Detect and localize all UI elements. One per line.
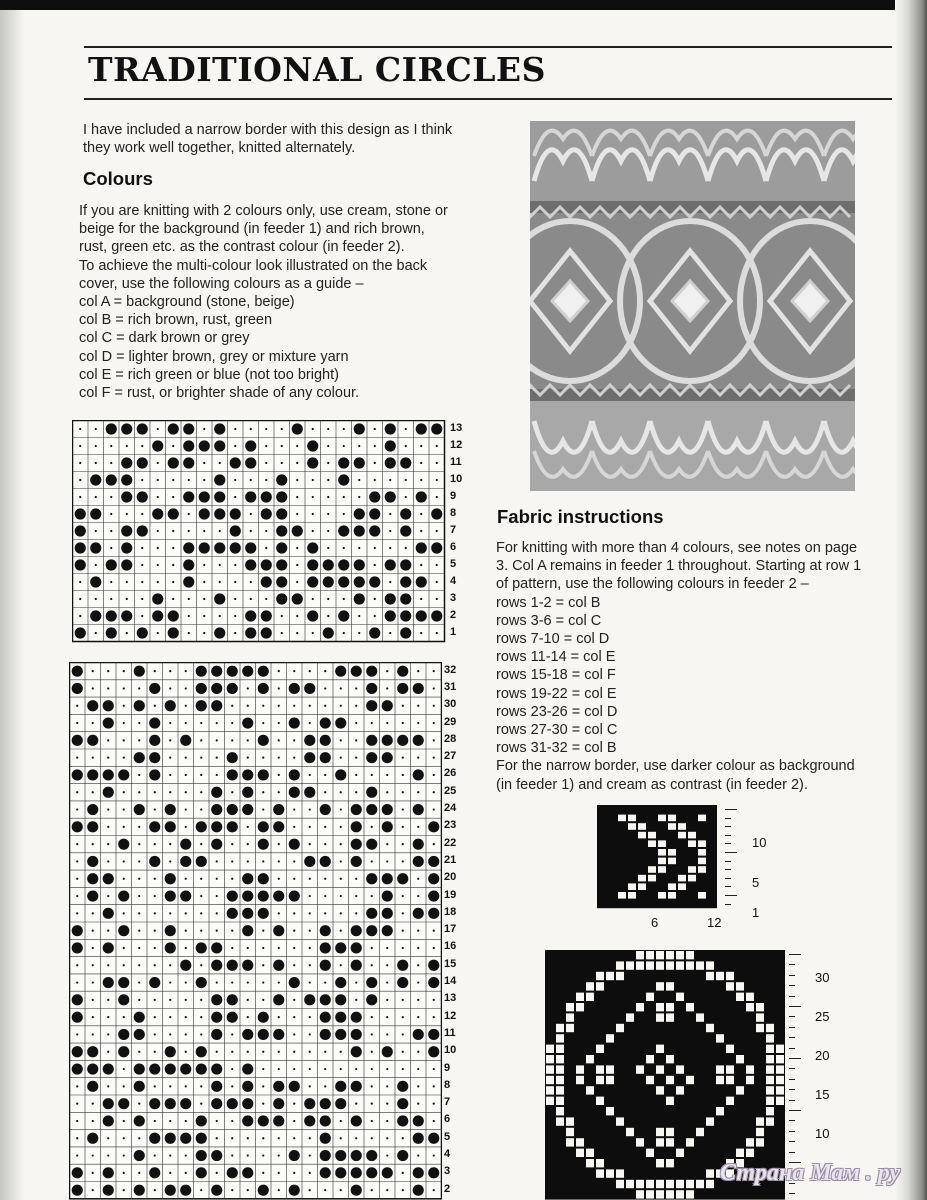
row-number: 17 (444, 923, 457, 936)
row-number: 16 (444, 940, 457, 953)
row-number: 6 (444, 1113, 451, 1126)
row-number: 19 (444, 888, 457, 901)
row-number: 11 (444, 1026, 456, 1039)
row-number: 3 (444, 1165, 451, 1178)
row-number: 3 (450, 591, 457, 604)
row-number: 27 (444, 750, 457, 763)
row-number: 9 (450, 489, 457, 502)
colours-text-line: col A = background (stone, beige) (79, 294, 295, 311)
row-number: 12 (444, 1009, 457, 1022)
colours-text-line: If you are knitting with 2 colours only, use cream, stone or (79, 203, 448, 219)
axis-tick (725, 818, 731, 819)
colours-text-line: col E = rich green or blue (not too bright) (79, 366, 339, 383)
axis-tick (725, 904, 731, 905)
row-number: 5 (444, 1130, 451, 1143)
narrow-chart-row-label: 1 (752, 905, 760, 920)
axis-tick (789, 996, 795, 997)
row-number: 15 (444, 957, 457, 970)
axis-tick (789, 964, 795, 965)
row-number: 8 (450, 506, 457, 519)
row-number: 7 (444, 1096, 451, 1109)
fabric-text-line: (in feeder 1) and cream as contrast (in feeder 2). (496, 776, 808, 793)
fabric-text-line: rows 23-26 = col D (496, 703, 618, 720)
circle-chart-row-label: 15 (815, 1087, 830, 1102)
axis-tick (789, 1110, 801, 1111)
axis-tick (725, 843, 731, 844)
axis-tick (789, 954, 801, 955)
row-number: 6 (450, 540, 457, 553)
circle-chart-row-label: 25 (815, 1009, 830, 1024)
colours-text-line: beige for the background (in feeder 1) and rich brown, (79, 221, 425, 238)
axis-tick (789, 1089, 795, 1090)
axis-tick (725, 826, 731, 827)
axis-tick (789, 1037, 795, 1038)
fabric-instructions-heading: Fabric instructions (497, 506, 664, 527)
top-edge-bar (0, 0, 927, 10)
row-number: 30 (444, 698, 457, 711)
axis-tick (725, 878, 731, 879)
axis-tick (789, 1152, 795, 1153)
row-number: 20 (444, 871, 457, 884)
row-number: 32 (444, 663, 457, 676)
row-number: 8 (444, 1078, 451, 1091)
row-number: 4 (444, 1148, 451, 1161)
axis-tick (789, 1058, 801, 1059)
circle-chart-row-label: 10 (815, 1126, 830, 1141)
axis-tick (789, 1068, 795, 1069)
axis-tick (789, 1100, 795, 1101)
fabric-text-line: rows 7-10 = col D (496, 631, 610, 648)
row-number: 2 (450, 608, 457, 621)
fabric-text-line: rows 3-6 = col C (496, 612, 602, 629)
colours-text-line: To achieve the multi-colour look illustrated on the back (79, 257, 428, 274)
axis-tick (725, 886, 731, 887)
axis-tick (725, 869, 731, 870)
row-number: 10 (444, 1044, 457, 1057)
axis-tick (789, 975, 795, 976)
axis-tick (725, 861, 731, 862)
row-number: 5 (450, 557, 457, 570)
intro-line: I have included a narrow border with this design as I think (83, 122, 453, 138)
intro-paragraph (83, 121, 452, 157)
row-number: 14 (444, 975, 457, 988)
axis-tick (789, 1048, 795, 1049)
narrow-chart-column-label: 12 (707, 915, 722, 930)
row-number: 18 (444, 905, 457, 918)
narrow-chart-column-label: 6 (651, 915, 659, 930)
fabric-text-line: rows 11-14 = col E (496, 649, 616, 666)
row-number: 21 (444, 853, 457, 866)
row-number: 22 (444, 836, 457, 849)
row-number: 13 (450, 421, 463, 434)
page-edge-shadow (895, 0, 927, 1200)
axis-tick (789, 985, 795, 986)
colours-text-line: col B = rich brown, rust, green (79, 312, 273, 329)
fabric-text-line: rows 31-32 = col B (496, 740, 617, 757)
fabric-text-line: rows 15-18 = col F (496, 667, 616, 684)
row-number: 10 (450, 472, 463, 485)
colours-text-line: cover, use the following colours as a guide – (79, 275, 364, 292)
axis-tick (789, 1079, 795, 1080)
fabric-text-line: For the narrow border, use darker colour as background (496, 758, 855, 775)
row-number: 26 (444, 767, 457, 780)
intro-line: they work well together, knitted alternately. (83, 140, 356, 157)
row-number: 4 (450, 574, 457, 587)
axis-tick (789, 1120, 795, 1121)
fabric-text-line: 3. Col A remains in feeder 1 throughout. Starting at row 1 (496, 558, 862, 575)
row-number: 25 (444, 784, 457, 797)
page-title: TRADITIONAL CIRCLES (88, 50, 546, 89)
knitted-fabric-photo (530, 121, 855, 491)
axis-tick (789, 1006, 801, 1007)
punchcard-chart-border (72, 420, 446, 645)
colours-paragraph (79, 202, 448, 402)
fabric-text-line: of pattern, use the following colours in feeder 2 – (496, 576, 809, 593)
narrow-border-chart-axis (597, 805, 797, 935)
row-number: 31 (444, 680, 457, 693)
fabric-text-line: rows 1-2 = col B (496, 594, 601, 611)
title-rule-bottom (84, 98, 892, 100)
row-number: 24 (444, 802, 457, 815)
circle-chart-row-label: 20 (815, 1048, 830, 1063)
fabric-text-line: rows 19-22 = col E (496, 685, 617, 702)
axis-tick (789, 1193, 795, 1194)
axis-tick (789, 1141, 795, 1142)
row-number: 12 (450, 438, 463, 451)
row-number: 7 (450, 523, 457, 536)
colours-text-line: col D = lighter brown, grey or mixture yarn (79, 348, 349, 365)
axis-tick (789, 1027, 795, 1028)
chart-circles-row-numbers (444, 662, 474, 1200)
row-number: 29 (444, 715, 457, 728)
row-number: 28 (444, 732, 457, 745)
title-rule-top (84, 46, 892, 48)
axis-tick (789, 1131, 795, 1132)
punchcard-chart-circles (69, 662, 442, 1200)
axis-tick (789, 1016, 795, 1017)
row-number: 2 (444, 1182, 451, 1195)
axis-tick (725, 895, 737, 896)
colours-text-line: col F = rust, or brighter shade of any colour. (79, 385, 360, 402)
chart-border-row-numbers (450, 420, 480, 645)
colours-text-line: col C = dark brown or grey (79, 330, 250, 347)
axis-tick (725, 835, 731, 836)
watermark: Страна Мам . ру (720, 1160, 901, 1186)
fabric-text-line: For knitting with more than 4 colours, see notes on page (496, 540, 858, 556)
fabric-text-line: rows 27-30 = col C (496, 722, 618, 739)
axis-tick (725, 852, 737, 853)
fabric-instructions-paragraph (496, 539, 861, 794)
row-number: 13 (444, 992, 457, 1005)
row-number: 9 (444, 1061, 451, 1074)
row-number: 1 (450, 625, 457, 638)
row-number: 23 (444, 819, 457, 832)
axis-tick (725, 809, 737, 810)
row-number: 11 (450, 455, 462, 468)
narrow-chart-row-label: 10 (752, 835, 767, 850)
colours-heading: Colours (83, 168, 153, 189)
colours-text-line: rust, green etc. as the contrast colour (in feeder 2). (79, 239, 405, 256)
page-gutter-shadow (0, 0, 24, 1200)
circle-chart-row-label: 30 (815, 970, 830, 985)
narrow-chart-row-label: 5 (752, 875, 760, 890)
